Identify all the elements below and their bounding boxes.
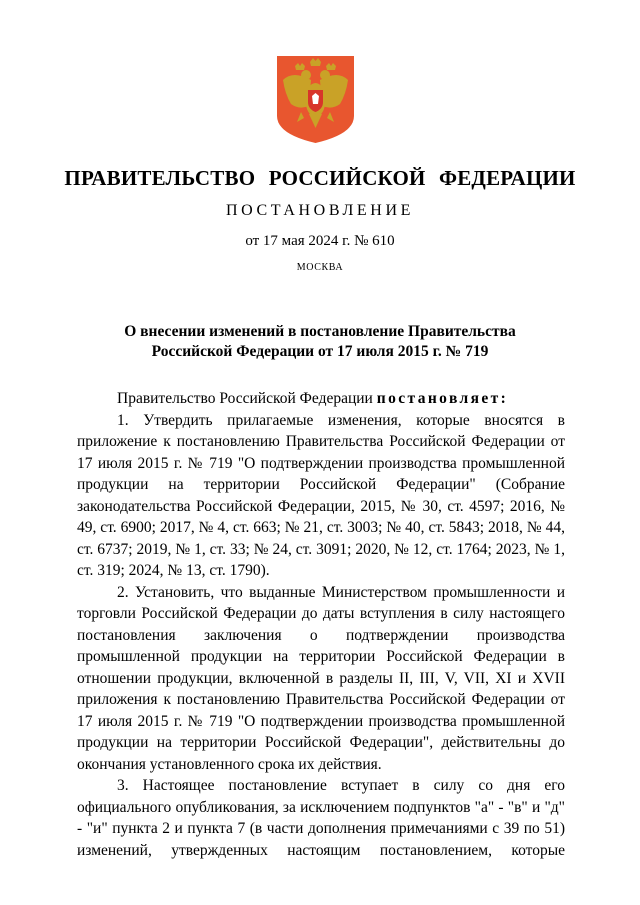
intro-text: Правительство Российской Федерации	[117, 390, 377, 407]
paragraph-1: 1. Утвердить прилагаемые изменения, которые вносятся в приложение к постановлению Правительства Российской Федерации от 17 июля 2015 г. № 719 "О подтверждении производства промышленной продукции на территории Российской Федерации" (Собрание законодательства Российской Федерации, 2015, № 30, ст. 4597; 2016, № 49, ст. 6900; 2017, № 4, ст. 663; № 21, ст. 3003; № 40, ст. 5843; 2018, № 44, ст. 6737; 2019, № 1, ст. 33; № 24, ст. 3091; 2020, № 12, ст. 1764; 2023, № 1, ст. 319; 2024, № 13, ст. 1790).	[77, 411, 565, 579]
document-date: от 17 мая 2024 г. № 610	[245, 233, 395, 249]
paragraph-3: 3. Настоящее постановление вступает в силу со дня его официального опубликования, за исключением подпунктов "а" - "в" и "д" - "и" пункта 2 и пункта 7 (в части дополнения примечаниями с 39 по 51) изменений, утвержденных настоящим постановлением, которые	[77, 777, 565, 859]
intro-resolves: постановляет:	[376, 390, 509, 407]
government-title: ПРАВИТЕЛЬСТВО РОССИЙСКОЙ ФЕДЕРАЦИИ	[64, 166, 576, 190]
intro-paragraph	[77, 388, 565, 410]
subject-line-1: О внесении изменений в постановление Правительства	[124, 323, 516, 340]
subject-line-2: Российской Федерации от 17 июля 2015 г. № 719	[151, 343, 489, 360]
document-body	[77, 388, 565, 861]
document-subject	[0, 322, 640, 362]
document-type: ПОСТАНОВЛЕНИЕ	[226, 202, 414, 219]
russian-coat-of-arms-icon	[277, 56, 354, 143]
document-city: МОСКВА	[296, 262, 344, 273]
paragraph-2: 2. Установить, что выданные Министерством промышленности и торговли Российской Федерации до даты вступления в силу настоящего постановления заключения о подтверждении производства промышленной продукции на территории Российской Федерации в отношении продукции, включенной в разделы II, III, V, VII, XI и XVII приложения к постановлению Правительства Российской Федерации от 17 июля 2015 г. № 719 "О подтверждении производства промышленной продукции на территории Российской Федерации", действительны до окончания установленного срока их действия.	[77, 583, 565, 773]
